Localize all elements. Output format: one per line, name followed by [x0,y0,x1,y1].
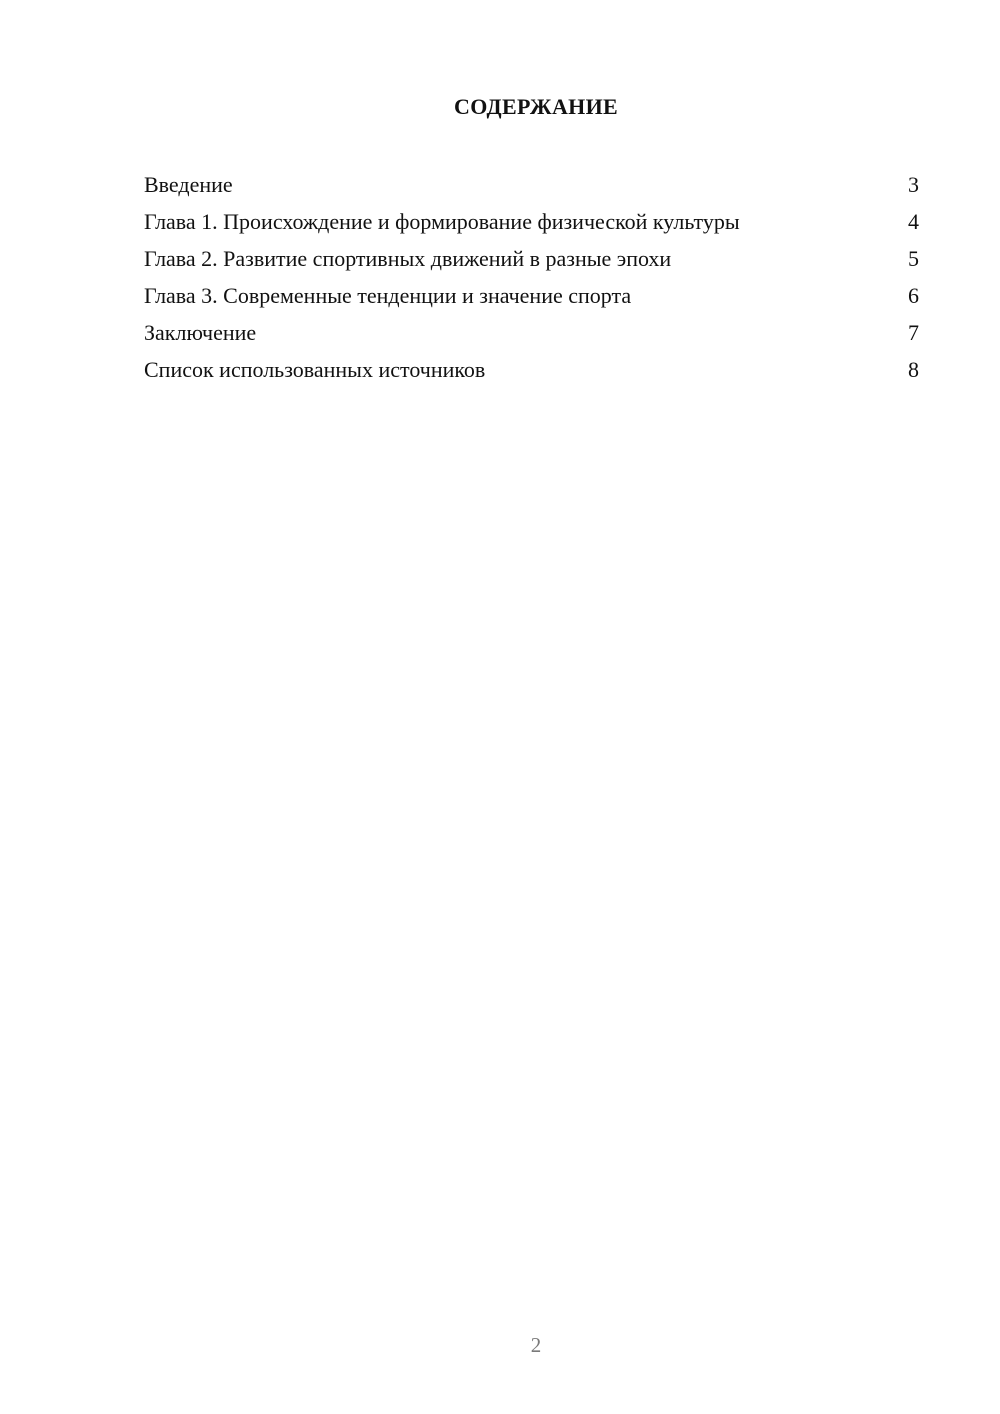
toc-entry-label: Список использованных источников [144,357,486,382]
toc-entry-references [144,353,919,390]
toc-entry-chapter-3 [144,279,919,316]
toc-entry-chapter-1 [144,205,919,242]
toc-entry-conclusion [144,316,919,353]
toc-entry-label: Глава 3. Современные тенденции и значение спорта [144,283,632,308]
page-number: 2 [530,1333,542,1357]
toc-entry-page: 8 [908,357,919,382]
toc-list [144,168,919,390]
toc-entry-introduction [144,168,919,205]
toc-entry-page: 6 [908,283,919,308]
toc-entry-page: 3 [908,172,919,197]
toc-entry-label: Введение [144,172,233,197]
toc-title: СОДЕРЖАНИЕ [454,94,618,119]
toc-entry-label: Глава 1. Происхождение и формирование физической культуры [144,209,740,234]
toc-entry-page: 4 [908,209,919,234]
toc-entry-label: Глава 2. Развитие спортивных движений в разные эпохи [144,246,672,271]
toc-entry-page: 5 [908,246,919,271]
toc-entry-label: Заключение [144,320,257,345]
toc-entry-chapter-2 [144,242,919,279]
toc-entry-page: 7 [908,320,919,345]
